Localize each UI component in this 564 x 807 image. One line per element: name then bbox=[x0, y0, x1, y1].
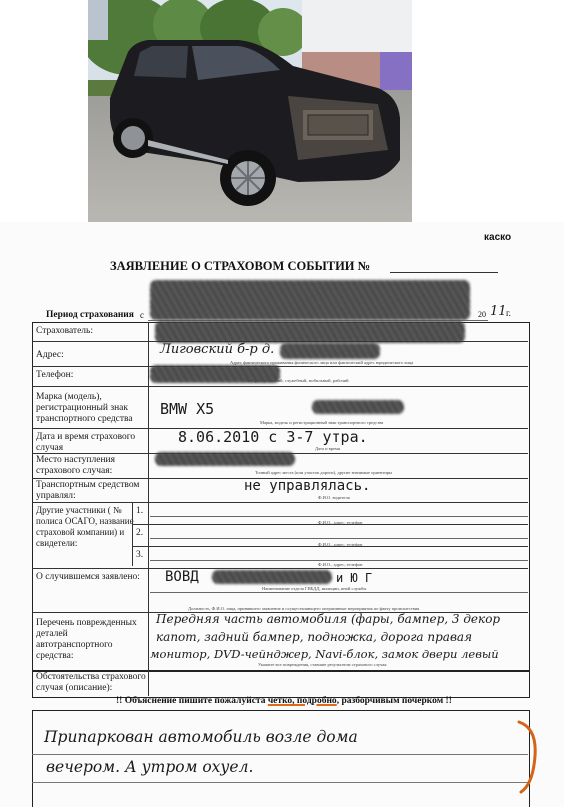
row-divider bbox=[32, 386, 528, 387]
period-year-handwritten: 11 bbox=[490, 304, 507, 319]
row-divider bbox=[32, 502, 528, 503]
description-line-1: Припаркован автомобиль возле дома bbox=[44, 728, 358, 746]
column-divider bbox=[132, 502, 133, 566]
row-divider bbox=[150, 560, 528, 561]
form-title: ЗАЯВЛЕНИЕ О СТРАХОВОМ СОБЫТИИ № bbox=[110, 259, 371, 273]
column-divider bbox=[148, 322, 149, 670]
instruction-text-end: , разборчивым почерком !! bbox=[336, 696, 452, 706]
row-divider bbox=[132, 524, 528, 525]
redaction-blur bbox=[212, 570, 332, 584]
instruction-highlight: четко, подробно bbox=[267, 696, 337, 706]
damages-label: Перечень поврежденных деталей автотранспортного средства: bbox=[36, 618, 137, 661]
ruled-line bbox=[32, 754, 528, 755]
row-divider bbox=[150, 538, 528, 539]
ruled-line bbox=[32, 782, 528, 783]
claim-number-line bbox=[390, 272, 498, 273]
orange-bracket-mark bbox=[515, 718, 545, 796]
driver-label: Транспортным средством управлял: bbox=[36, 480, 140, 501]
redaction-blur bbox=[280, 343, 380, 359]
vehicle-value: BMW X5 bbox=[160, 400, 215, 418]
reported-value: ВОВД bbox=[165, 569, 199, 585]
reported-note-2: Должность, Ф.И.О. лица, принявшего заявление и осуществляющего оперативные мероприятия по факту происшествия bbox=[188, 606, 420, 611]
period-from-prefix: с bbox=[140, 310, 144, 320]
participant-note: Ф.И.О., адрес, телефон bbox=[318, 562, 363, 567]
phone-note: Телефон домашний, служебный, мобильный, рабочий bbox=[245, 378, 349, 383]
corner-label: каско bbox=[484, 232, 512, 243]
insurance-claim-form bbox=[0, 222, 564, 807]
instruction-text: !! Объяснение пишите пожалуйста bbox=[116, 696, 266, 706]
damages-line: капот, задний бампер, подножка, дорога правая bbox=[156, 630, 473, 644]
datetime-note: Дата и время bbox=[315, 446, 340, 451]
redaction-blur bbox=[150, 280, 470, 320]
address-label: Адрес: bbox=[36, 350, 64, 360]
car-photo bbox=[88, 0, 412, 222]
redaction-blur bbox=[155, 321, 465, 343]
row-divider bbox=[32, 341, 528, 342]
datetime-value: 8.06.2010 с 3-7 утра. bbox=[178, 428, 368, 446]
vehicle-note: Марка, модель и регистрационный знак транспортного средства bbox=[260, 420, 384, 425]
circumstances-label: Обстоятельства страхового случая (описание): bbox=[36, 672, 146, 693]
participant-number: 1. bbox=[136, 506, 144, 516]
column-divider bbox=[148, 670, 149, 696]
row-divider bbox=[32, 366, 528, 367]
reported-label: О случившемся заявлено: bbox=[36, 572, 140, 582]
instruction-line bbox=[116, 696, 452, 706]
address-value: Лиговский б-р д. bbox=[160, 342, 275, 357]
damages-line: Передняя часть автомобиля (фары, бампер, 3 декор bbox=[156, 612, 501, 626]
place-note: Точный адрес места (или участок дороги), другие значимые ориентиры bbox=[255, 470, 393, 475]
participant-number: 3. bbox=[136, 550, 144, 560]
period-year-end: г. bbox=[506, 308, 511, 318]
vehicle-label: Марка (модель), регистрационный знак транспортного средства bbox=[36, 392, 133, 424]
damages-line: монитор, DVD-чейнджер, Navi-блок, замок двери левый bbox=[150, 647, 499, 661]
place-label: Место наступления страхового случая: bbox=[36, 455, 116, 476]
row-divider bbox=[150, 516, 528, 517]
period-year-suffix: 20 bbox=[478, 310, 486, 319]
row-divider bbox=[132, 546, 528, 547]
reported-note: Наименование отдела ГИБДД, милиции, иной службы bbox=[262, 586, 367, 591]
period-label: Период страхования bbox=[46, 310, 134, 320]
driver-value: не управлялась. bbox=[244, 478, 371, 494]
row-divider bbox=[150, 592, 528, 593]
datetime-label: Дата и время страхового случая bbox=[36, 432, 136, 453]
driver-note: Ф.И.О. водителя bbox=[318, 495, 350, 500]
address-note: Адрес фактического проживания физического лица или фактический адрес юридического лица bbox=[230, 360, 414, 365]
phone-label: Телефон: bbox=[36, 370, 74, 380]
description-line-2: вечером. А утром охуел. bbox=[46, 758, 254, 776]
insurer-label: Страхователь: bbox=[36, 326, 93, 336]
participant-number: 2. bbox=[136, 528, 144, 538]
redaction-blur bbox=[155, 452, 295, 466]
damages-note: Укажите все повреждения, ставшие результатом страхового случая bbox=[258, 662, 387, 667]
participant-note: Ф.И.О., адрес, телефон bbox=[318, 520, 363, 525]
row-divider bbox=[32, 568, 528, 569]
reported-value-2: и Ю Г bbox=[336, 571, 373, 585]
redaction-blur bbox=[312, 400, 404, 414]
participants-label: Другие участники ( № полиса ОСАГО, название страховой компании) и свидетели: bbox=[36, 505, 134, 548]
participant-note: Ф.И.О., адрес, телефон bbox=[318, 542, 363, 547]
